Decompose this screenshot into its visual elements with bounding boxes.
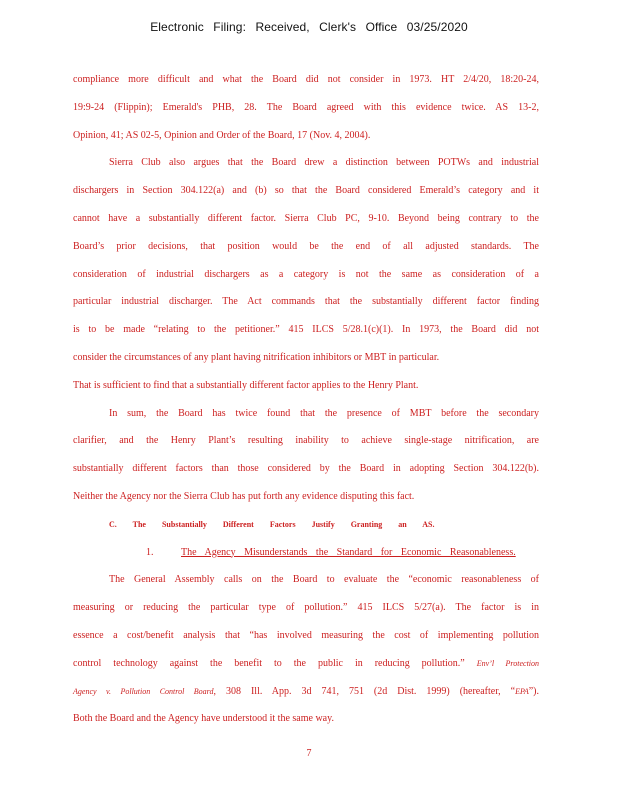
document-body: [73, 66, 539, 733]
body-line: consideration of industrial dischargers as a category is not the same as consideration of a: [73, 268, 539, 280]
body-line: Both the Board and the Agency have understood it the same way.: [73, 713, 334, 725]
section-1-title: The Agency Misunderstands the Standard for Economic Reasonableness.: [181, 546, 516, 558]
citation-line: [73, 678, 539, 706]
body-line: That is sufficient to find that a substantially different factor applies to the Henry Plant.: [73, 379, 419, 391]
section-c-letter: C.: [109, 519, 117, 529]
section-c-title: The Substantially Different Factors Justify Granting an AS.: [132, 519, 435, 529]
section-1-number: 1.: [146, 546, 154, 558]
section-c-heading: [73, 511, 539, 539]
citation-reporter: , 308 Ill. App. 3d 741, 751 (2d Dist. 1999) (hereafter, “: [213, 685, 516, 697]
body-line: Neither the Agency nor the Sierra Club has put forth any evidence disputing this fact.: [73, 490, 415, 502]
body-line: particular industrial discharger. The Act commands that the substantially different factor finding: [73, 296, 539, 308]
body-line: clarifier, and the Henry Plant’s resulting inability to achieve single-stage nitrification, are: [73, 435, 539, 447]
body-line: In sum, the Board has twice found that the presence of MBT before the secondary: [109, 407, 539, 419]
citation-text: control technology against the benefit to the public in reducing pollution.”: [73, 657, 465, 669]
body-line: The General Assembly calls on the Board to evaluate the “economic reasonableness of: [109, 574, 539, 586]
page-number: 7: [306, 748, 312, 759]
section-1-heading: [73, 539, 539, 567]
citation-short-name: EPA: [515, 686, 529, 696]
body-line: compliance more difficult and what the Board did not consider in 1973. HT 2/4/20, 18:20-24,: [73, 74, 539, 85]
body-line: 19:9-24 (Flippin); Emerald's PHB, 28. The Board agreed with this evidence twice. AS 13-2,: [73, 101, 539, 113]
citation-line: [73, 650, 539, 678]
citation-case-name: Env’l Protection: [476, 658, 540, 668]
body-line: consider the circumstances of any plant having nitrification inhibitors or MBT in particular.: [73, 351, 440, 363]
body-line: cannot have a substantially different factor. Sierra Club PC, 9-10. Beyond being contrary to the: [73, 212, 539, 224]
citation-close: ”).: [528, 685, 539, 697]
body-line: essence a cost/benefit analysis that “has involved measuring the cost of implementing pollution: [73, 629, 539, 641]
body-line: measuring or reducing the particular type of pollution.” 415 ILCS 5/27(a). The factor is in: [73, 602, 539, 614]
body-line: Opinion, 41; AS 02-5, Opinion and Order of the Board, 17 (Nov. 4, 2004).: [73, 129, 371, 141]
citation-case-name: Agency v. Pollution Control Board: [73, 686, 214, 696]
body-line: Board’s prior decisions, that position would be the end of all adjusted standards. The: [73, 240, 539, 252]
body-line: dischargers in Section 304.122(a) and (b) so that the Board considered Emerald’s category and it: [73, 185, 539, 197]
filing-stamp-header: Electronic Filing: Received, Clerk's Office 03/25/2020: [150, 20, 468, 34]
body-line: Sierra Club also argues that the Board drew a distinction between POTWs and industrial: [109, 157, 539, 169]
body-line: substantially different factors than those considered by the Board in adopting Section 304.122(b).: [73, 463, 539, 475]
body-line: is to be made “relating to the petitioner.” 415 ILCS 5/28.1(c)(1). In 1973, the Board did not: [73, 324, 539, 336]
